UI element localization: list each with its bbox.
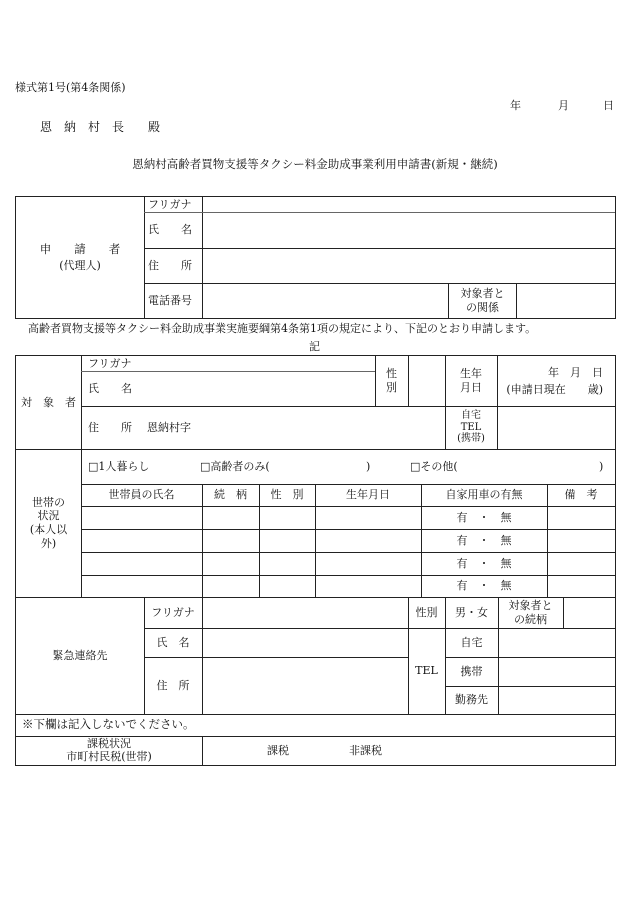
applicant-label-sub: (代理人) [59,259,101,273]
emergency-work-field[interactable] [499,687,615,714]
car-choice-row-1[interactable]: 有 ・ 無 [456,510,512,524]
applicant-name-label: 氏 名 [148,223,192,237]
col-member-name: 世帯員の氏名 [108,488,175,502]
subject-address-label: 住 所 [88,420,132,434]
applicant-address-field[interactable] [203,249,615,283]
form-title: 恩納村高齢者買物支援等タクシー料金助成事業利用申請書(新規・継続) [132,157,498,171]
emergency-tel-label: TEL [415,664,438,678]
col-remarks: 備 考 [564,488,598,502]
col-relationship: 続 柄 [214,488,247,502]
applicant-address-label: 住 所 [148,258,192,272]
subject-age-note: (申請日現在 歳) [506,382,603,396]
applicant-phone-field[interactable] [203,284,448,318]
applicant-table [15,196,616,319]
emergency-gender-options[interactable]: 男・女 [455,605,488,619]
household-opt-alone[interactable]: □1人暮らし [88,459,150,473]
emergency-home-field[interactable] [499,629,615,657]
applicant-relation-field[interactable] [517,284,615,318]
emergency-name-label: 氏 名 [156,635,190,649]
emergency-address-field[interactable] [203,658,408,714]
subject-home-tel-label: 自宅 TEL (携帯) [457,410,485,445]
emergency-furigana-label: フリガナ [151,605,195,619]
emergency-relation-label: 対象者と の続柄 [508,599,553,626]
date-year-label: 年 [510,99,521,112]
col-birthdate: 生年月日 [346,488,390,502]
emergency-gender-label: 性別 [415,605,438,619]
applicant-section-label [16,197,144,318]
application-statement: 高齢者買物支援等タクシー料金助成事業実施要綱第4条第1項の規定により、下記のとおり申請します。 [28,322,537,335]
tax-taxed: 課税 [267,743,289,757]
emergency-relation-field[interactable] [564,597,615,628]
office-note: ※下欄は記入しないでください。 [22,717,195,732]
subject-name-label: 氏 名 [88,381,132,395]
applicant-phone-label: 電話番号 [148,293,192,307]
subject-birth-label: 生年 月日 [460,367,482,394]
emergency-home-label: 自宅 [460,635,483,649]
subject-furigana-label: フリガナ [88,356,132,370]
subject-gender-field[interactable] [409,356,445,406]
emergency-mobile-field[interactable] [499,658,615,686]
tax-not-taxed: 非課税 [349,743,382,757]
emergency-name-field[interactable] [203,629,408,657]
date-month-label: 月 [558,99,569,112]
subject-gender-label: 性 別 [386,367,397,394]
subject-name-field[interactable] [146,372,375,406]
subject-birth-value: 年 月 日 [548,365,603,379]
date-day-label: 日 [603,99,614,112]
applicant-label-text: 申 請 者 [39,241,121,256]
subject-furigana-field[interactable] [146,356,375,371]
emergency-mobile-label: 携帯 [460,664,483,678]
emergency-address-label: 住 所 [156,678,190,692]
subject-section-label: 対 象 者 [21,395,76,409]
household-opt-other-close: ) [599,459,604,473]
subject-birth-field[interactable] [497,356,615,406]
emergency-furigana-field[interactable] [203,597,408,628]
car-choice-row-3[interactable]: 有 ・ 無 [456,556,512,570]
form-number: 様式第1号(第4条関係) [15,81,126,94]
ki-label: 記 [309,340,320,353]
household-section-label: 世帯の 状況 (本人以 外) [29,495,68,550]
emergency-work-label: 勤務先 [455,693,488,707]
applicant-name-field[interactable] [203,213,615,248]
col-gender: 性 別 [270,488,304,502]
subject-home-tel-field[interactable] [498,407,615,449]
addressee: 恩 納 村 長 殿 [40,120,161,134]
car-choice-row-4[interactable]: 有 ・ 無 [456,579,512,593]
car-choice-row-2[interactable]: 有 ・ 無 [456,533,512,547]
tax-status-label: 課税状況 市町村民税(世帯) [66,736,152,763]
household-opt-other[interactable]: □その他( [410,459,458,473]
applicant-relation-label: 対象者と の関係 [460,286,505,314]
emergency-section-label: 緊急連絡先 [52,648,108,662]
subject-address-value[interactable]: 恩納村字 [147,420,191,434]
household-opt-elderly[interactable]: □高齢者のみ( [200,459,270,473]
household-opt-elderly-close: ) [366,459,371,473]
applicant-furigana-field[interactable] [203,197,615,212]
main-table [15,355,616,766]
applicant-furigana-label: フリガナ [148,197,192,211]
col-car: 自家用車の有無 [445,488,523,502]
